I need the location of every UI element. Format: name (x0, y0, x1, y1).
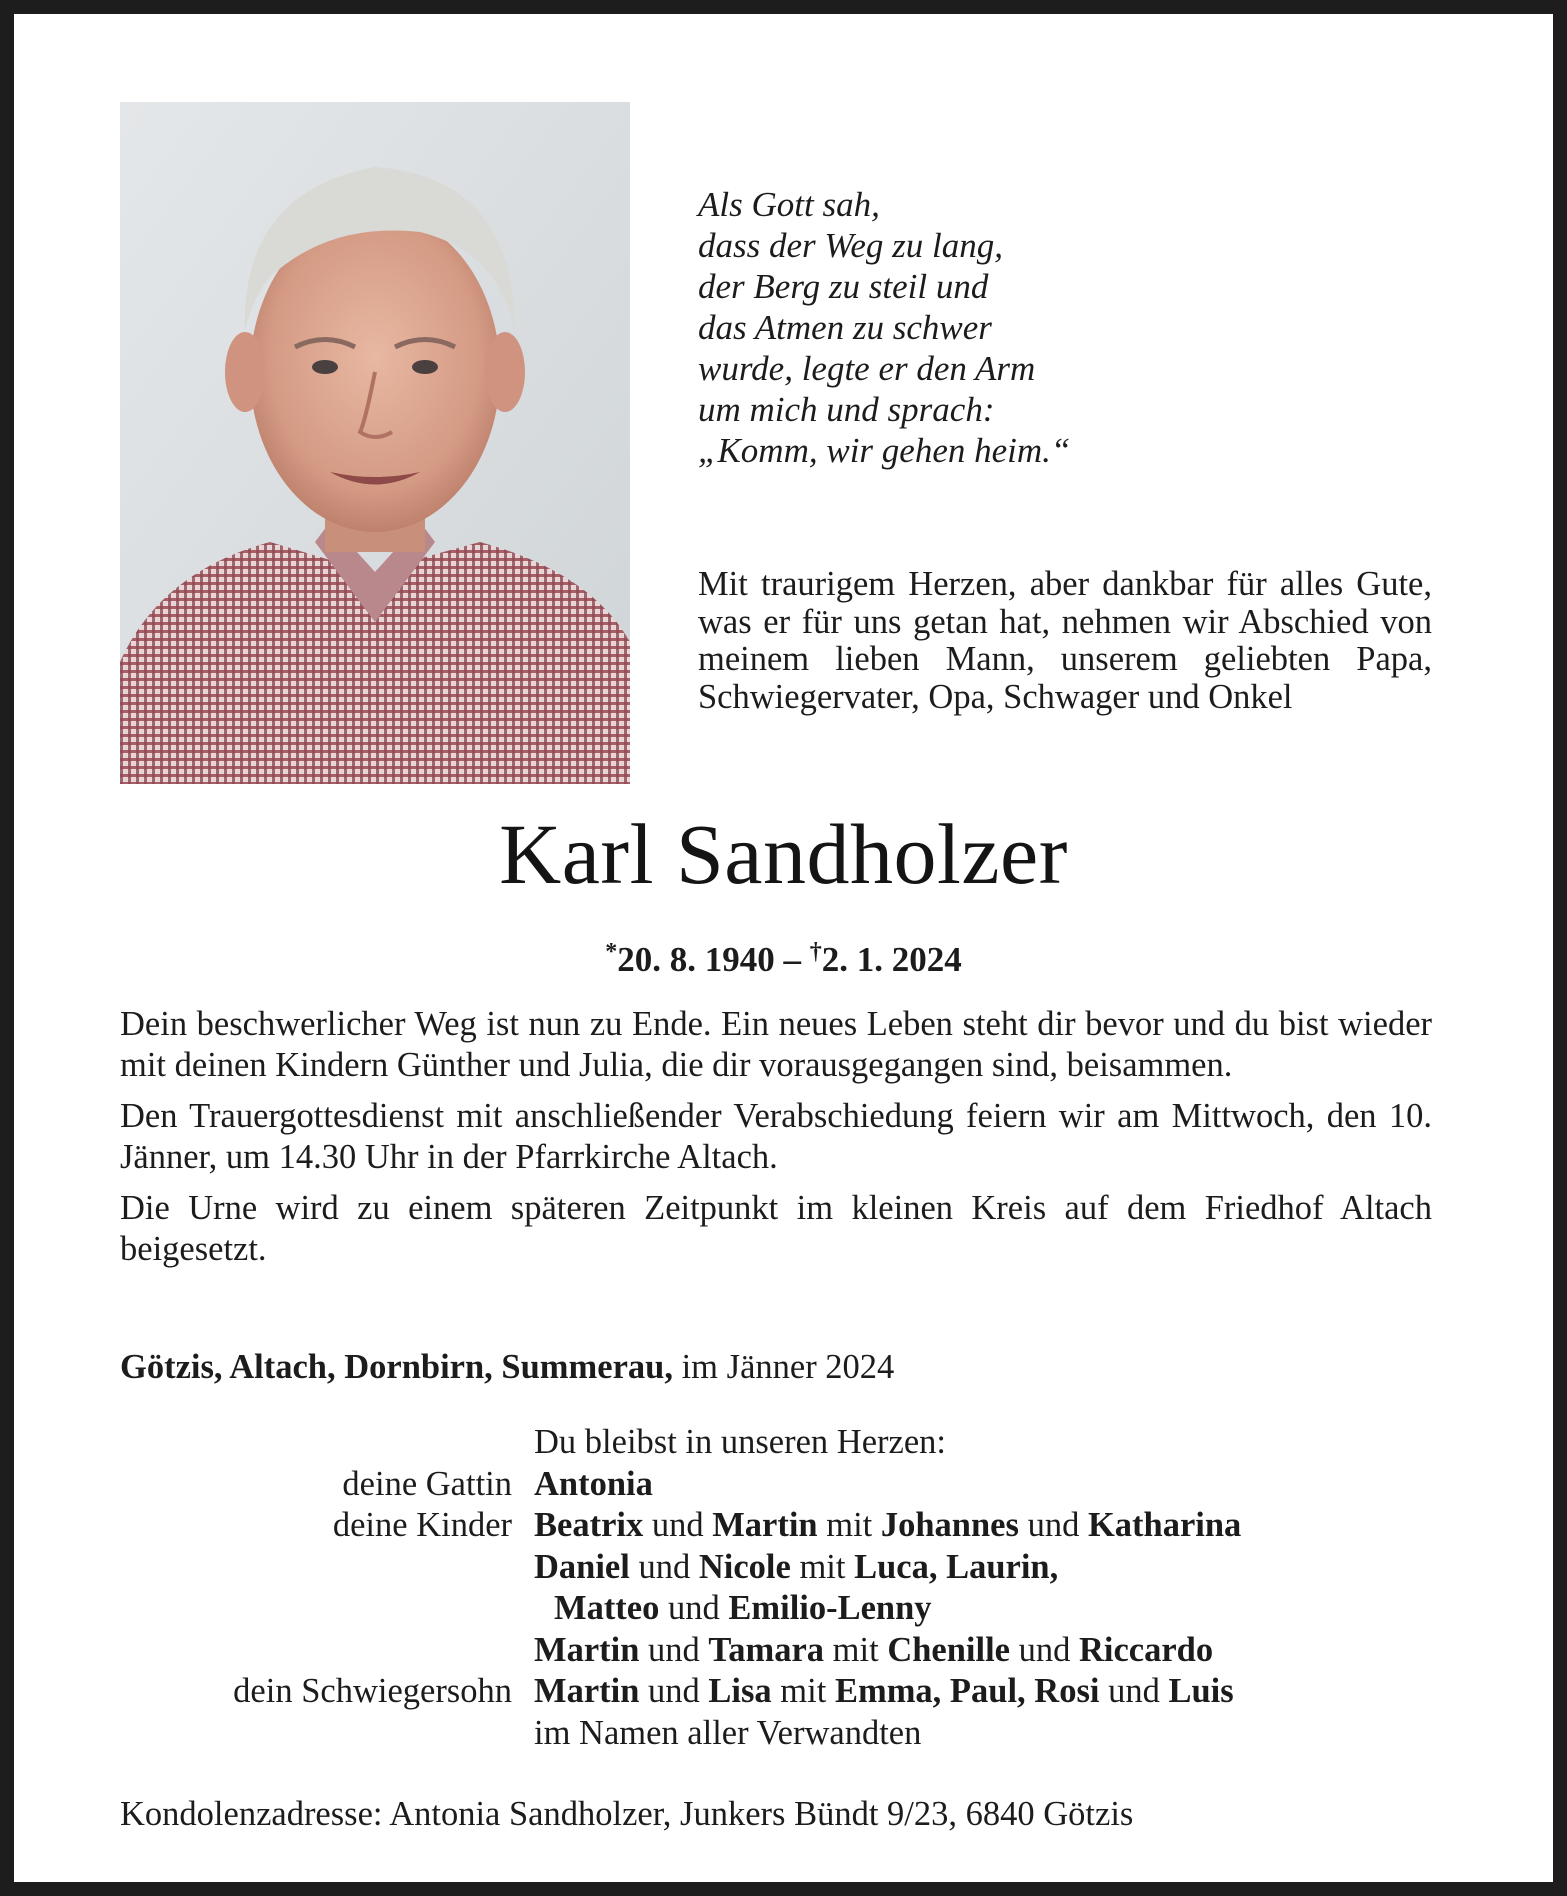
obituary-card (14, 14, 1553, 1882)
poem-line: dass der Weg zu lang, (698, 226, 1003, 265)
birth-date: 20. 8. 1940 (617, 940, 775, 979)
connector: mit (826, 1506, 873, 1544)
mourner-row (120, 1630, 1440, 1672)
family-name: Katharina (1087, 1506, 1242, 1544)
relation-label: deine Gattin (342, 1464, 512, 1503)
life-dates (14, 932, 1553, 980)
family-name: Emma, Paul, Rosi (834, 1672, 1100, 1710)
portrait-illustration (120, 102, 630, 784)
mourner-row (120, 1505, 1440, 1547)
paragraph-urn: Die Urne wird zu einem späteren Zeitpunkt im kleinen Kreis auf dem Friedhof Altach beigesetzt. (120, 1189, 1432, 1268)
mourner-row (120, 1671, 1440, 1713)
relation-label: dein Schwiegersohn (233, 1672, 512, 1710)
month-year: im Jänner 2024 (681, 1348, 895, 1386)
mourner-row (120, 1713, 1440, 1755)
family-name: Luis (1168, 1672, 1234, 1710)
death-symbol: † (809, 939, 822, 965)
family-name: Emilio-Lenny (728, 1589, 932, 1627)
paragraph-service: Den Trauergottesdienst mit anschließender Verabschiedung feiern wir am Mittwoch, den 10. Jänner, um 14.30 Uhr in der Pfarrkirche Altach. (120, 1097, 1432, 1176)
connector: mit (799, 1547, 846, 1586)
mourner-row (120, 1547, 1440, 1589)
connector: und (638, 1547, 691, 1586)
spouse-name: Antonia (534, 1464, 653, 1503)
poem-line: wurde, legte er den Arm (698, 349, 1036, 388)
paragraph-journey: Dein beschwerlicher Weg ist nun zu Ende. Ein neues Leben steht dir bevor und du bist wieder mit deinen Kindern Günther und Julia, die dir vorausgegangen sind, beisammen. (120, 1005, 1432, 1084)
connector: und (1027, 1506, 1080, 1544)
intro-text: Mit traurigem Herzen, aber dankbar für alles Gute, was er für uns getan hat, nehmen wir Abschied von meinem lieben Mann, unserem geliebten Papa, Schwiegervater, Opa, Schwager und Onkel (698, 565, 1432, 716)
mourners-intro: Du bleibst in unseren Herzen: (534, 1423, 946, 1461)
family-name: Beatrix (534, 1506, 644, 1544)
connector: mit (832, 1630, 879, 1669)
poem-line: das Atmen zu schwer (698, 308, 992, 347)
mourner-row (120, 1464, 1440, 1506)
family-name: Chenille (887, 1630, 1010, 1669)
poem (698, 184, 1418, 471)
family-name: Riccardo (1078, 1630, 1214, 1669)
connector: und (648, 1672, 700, 1710)
poem-line: Als Gott sah, (698, 185, 880, 224)
connector: und (1018, 1630, 1071, 1669)
mourner-row (120, 1588, 1440, 1630)
place-and-date (120, 1347, 1432, 1388)
connector: mit (780, 1672, 827, 1710)
condolence-address: Kondolenzadresse: Antonia Sandholzer, Junkers Bündt 9/23, 6840 Götzis (120, 1795, 1134, 1833)
mourners-list (120, 1422, 1440, 1754)
poem-line: der Berg zu steil und (698, 267, 989, 306)
connector: und (648, 1630, 700, 1669)
family-name: Johannes (880, 1506, 1019, 1544)
mourners-intro-row (120, 1422, 1440, 1464)
portrait-photo (120, 102, 630, 784)
family-name: Martin (534, 1672, 640, 1710)
family-name: Lisa (708, 1672, 772, 1710)
family-name: Matteo (554, 1589, 660, 1627)
birth-symbol: * (605, 939, 618, 965)
places: Götzis, Altach, Dornbirn, Summerau, (120, 1348, 673, 1386)
connector: und (667, 1589, 720, 1627)
deceased-name: Karl Sandholzer (499, 806, 1068, 902)
date-separator: – (783, 940, 801, 979)
obituary-body (120, 1004, 1432, 1280)
family-name: Tamara (708, 1630, 825, 1669)
relation-label: deine Kinder (332, 1506, 512, 1544)
family-name: Martin (534, 1630, 640, 1669)
connector: und (651, 1506, 704, 1544)
closing-line: im Namen aller Verwandten (534, 1713, 922, 1752)
family-name: Nicole (698, 1547, 791, 1586)
poem-line: „Komm, wir gehen heim.“ (698, 431, 1071, 470)
family-name: Daniel (534, 1547, 630, 1586)
poem-line: um mich und sprach: (698, 390, 995, 429)
family-name: Luca, Laurin, (854, 1547, 1059, 1586)
death-date: 2. 1. 2024 (821, 940, 962, 979)
family-name: Martin (712, 1506, 818, 1544)
connector: und (1108, 1672, 1160, 1710)
